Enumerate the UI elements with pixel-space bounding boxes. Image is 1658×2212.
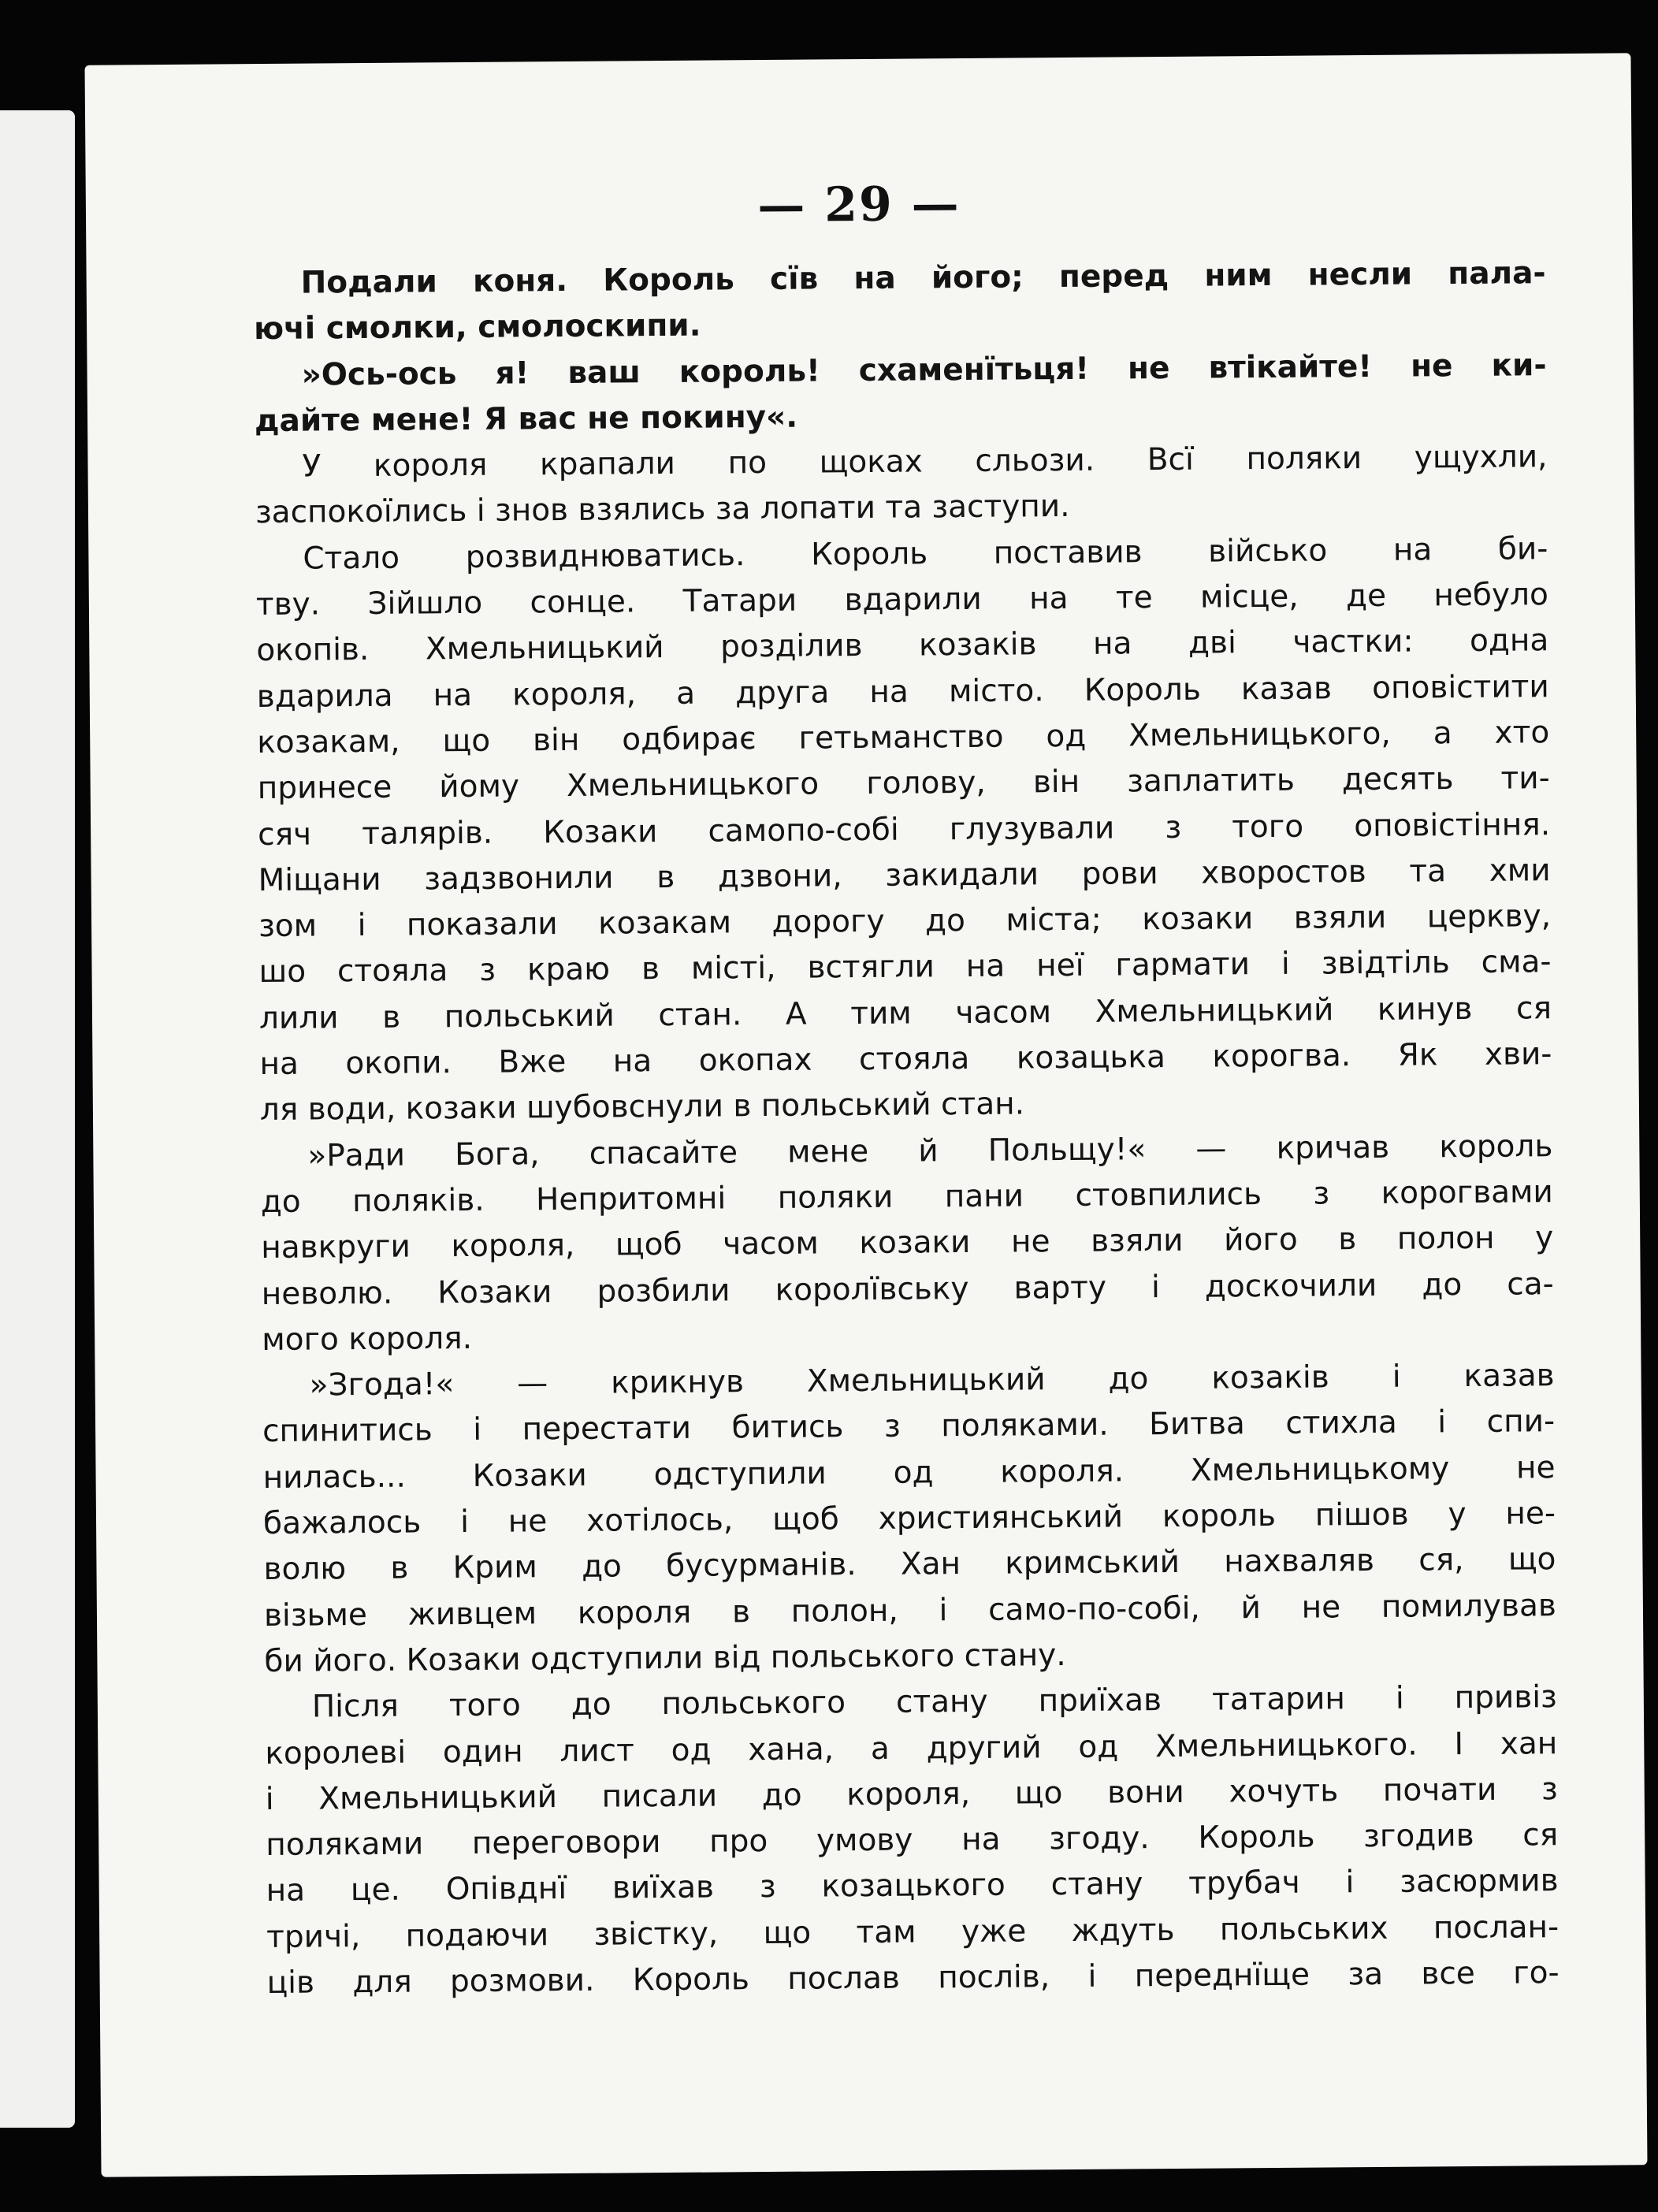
text-line: бажалось і не хотілось, щоб християнський король пішов у не- bbox=[262, 1496, 1556, 1542]
text-line: нилась... Козаки одступили од короля. Хмельницькому не bbox=[262, 1449, 1556, 1496]
text-line: ців для розмови. Король послав послів, і переднїще за все го- bbox=[266, 1955, 1559, 2001]
text-line: »Згода!« — крикнув Хмельницький до козаків і казав bbox=[309, 1358, 1555, 1403]
text-line: волю в Крим до бусурманів. Хан кримський нахваляв ся, що bbox=[263, 1541, 1556, 1588]
text-line: візьме живцем короля в полон, і само-по-собі, й не помилував bbox=[263, 1587, 1557, 1634]
text-line: »Ось-ось я! ваш король! схаменїтьця! не втікайте! не ки- bbox=[301, 347, 1547, 393]
text-line: заспокоїлись і знов взялись за лопати та заступи. bbox=[255, 489, 1070, 531]
text-line: Після того до польського стану приїхав татарин і привіз bbox=[311, 1679, 1558, 1725]
body-text bbox=[253, 251, 1559, 2006]
text-line: козакам, що він одбирає гетьманство од Хмельницького, а хто bbox=[257, 715, 1550, 761]
text-line: королеві один лист од хана, а другий од Хмельницького. І хан bbox=[265, 1725, 1558, 1771]
text-line: принесе йому Хмельницького голову, він заплатить десять ти- bbox=[257, 760, 1550, 807]
text-line: Стало розвиднюватись. Король поставив військо на би- bbox=[303, 530, 1548, 577]
text-line: на це. Опівднї виїхав з козацького стану трубач і засюрмив bbox=[266, 1863, 1559, 1909]
text-line: би його. Козаки одступили від польського стану. bbox=[264, 1637, 1066, 1679]
page-number: — 29 — bbox=[757, 177, 961, 234]
text-line: вдарила на короля, а друга на місто. Король казав оповістити bbox=[256, 668, 1549, 715]
text-line: тричі, подаючи звістку, що там уже ждуть польських послан- bbox=[266, 1909, 1559, 1955]
text-line: і Хмельницький писали до короля, що вони хочуть почати з bbox=[265, 1771, 1558, 1817]
text-line: сяч талярів. Козаки самопо-собі глузували з того оповістіння. bbox=[258, 806, 1551, 853]
text-line: навкруги короля, щоб часом козаки не взяли його в полон у bbox=[261, 1220, 1554, 1266]
text-line: лили в польський стан. А тим часом Хмельницький кинув ся bbox=[258, 990, 1552, 1036]
text-line: на окопи. Вже на окопах стояла козацька корогва. Як хви- bbox=[259, 1036, 1552, 1083]
book-page bbox=[85, 53, 1648, 2177]
text-line: ючі смолки, смолоскипи. bbox=[253, 307, 701, 348]
text-line: до поляків. Непритомні поляки пани стовпились з корогвами bbox=[260, 1174, 1553, 1220]
text-line: Міщани задзвонили в дзвони, закидали рови хворостов та хми bbox=[258, 853, 1551, 898]
text-line: У короля крапали по щоках сльози. Всї поляки ущухли, bbox=[302, 439, 1548, 485]
text-line: ля води, козаки шубовснули в польський стан. bbox=[259, 1086, 1025, 1128]
text-line: Подали коня. Король сїв на його; перед ним несли пала- bbox=[300, 255, 1546, 301]
text-line: дайте мене! Я вас не покину«. bbox=[254, 399, 798, 439]
text-line: поляками переговори про умову на згоду. Король згодив ся bbox=[266, 1817, 1559, 1864]
text-line: неволю. Козаки розбили королївську варту і доскочили до са- bbox=[261, 1266, 1554, 1312]
text-line: »Ради Бога, спасайте мене й Польщу!« — кричав король bbox=[307, 1128, 1553, 1174]
previous-page-edge bbox=[0, 110, 75, 2128]
text-line: зом і показали козакам дорогу до міста; козаки взяли церкву, bbox=[258, 898, 1552, 945]
text-line: шо стояла з краю в місті, встягли на неї гармати і звідтіль сма- bbox=[258, 944, 1552, 991]
text-line: окопів. Хмельницький розділив козаків на дві частки: одна bbox=[256, 623, 1549, 669]
text-line: спинитись і перестати битись з поляками. Битва стихла і спи- bbox=[262, 1403, 1556, 1450]
text-line: мого короля. bbox=[262, 1320, 473, 1358]
text-line: тву. Зійшло сонце. Татари вдарили на те місце, де небуло bbox=[255, 577, 1549, 623]
